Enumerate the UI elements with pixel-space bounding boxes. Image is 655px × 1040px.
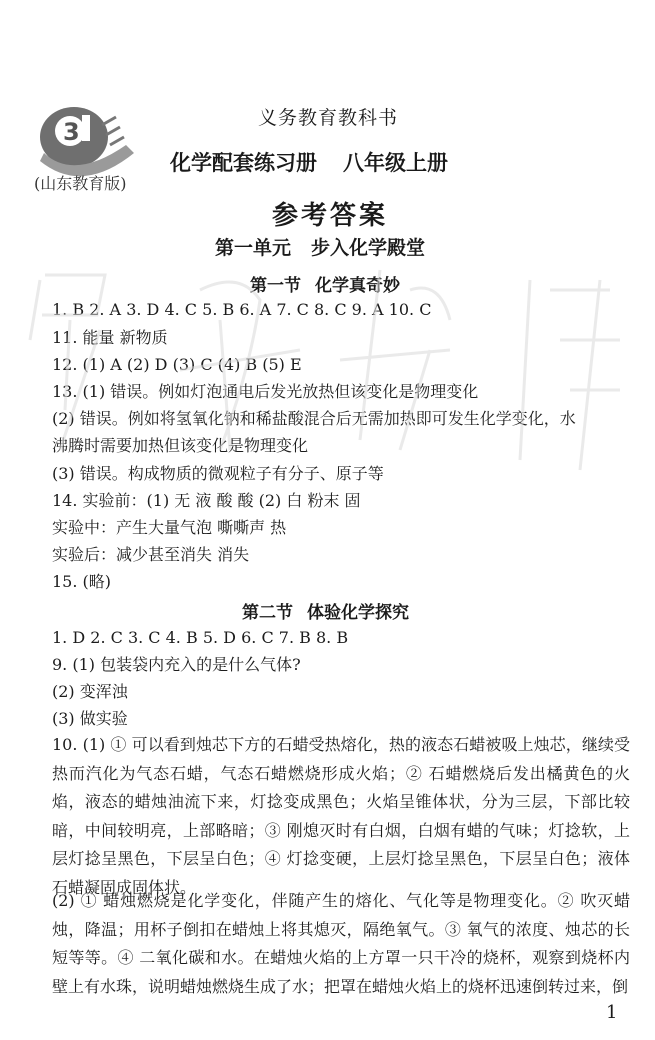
unit-heading <box>215 233 425 260</box>
book-name: 化学配套练习册 <box>170 150 317 175</box>
grade-label: 八年级上册 <box>343 150 448 175</box>
answer-line: 13. (1) 错误。例如灯泡通电后发光放热但该变化是物理变化 <box>52 382 479 401</box>
answer-line: 1. D 2. C 3. C 4. B 5. D 6. C 7. B 8. B <box>52 628 349 647</box>
answer-line: (2) 错误。例如将氢氧化钠和稀盐酸混合后无需加热即可发生化学变化，水 <box>52 409 576 428</box>
answer-paragraph: (2) ① 蜡烛燃烧是化学变化，伴随产生的熔化、气化等是物理变化。② 吹灭蜡烛，降温；用杯子倒扣在蜡烛上将其熄灭，隔绝氧气。③ 氧气的浓度、烛芯的长短等等。④ 二氧化碳和水。在蜡烛火焰的上方罩一只干冷的烧杯，观察到烧杯内壁上有水珠，说明蜡烛燃烧生成了水；把罩在蜡烛火焰上的烧杯迅速倒转过来，倒 <box>52 891 630 996</box>
section-1-label: 第一节 <box>250 276 301 296</box>
answer-line: 14. 实验前：(1) 无 液 酸 酸 (2) 白 粉末 固 <box>52 491 361 510</box>
answer-paragraph: 10. (1) ① 可以看到烛芯下方的石蜡受热熔化，热的液态石蜡被吸上烛芯，继续受热而汽化为气态石蜡，气态石蜡燃烧形成火焰；② 石蜡燃烧后发出橘黄色的火焰，液态的蜡烛油流下来，灯捻变成黑色；火焰呈锥体状，分为三层，下部比较暗，中间较明亮，上部略暗；③ 刚熄灭时有白烟，白烟有蜡的气味；灯捻软，上层灯捻呈黑色，下层呈白色；④ 灯捻变硬，上层灯捻呈黑色，下层呈白色；液体石蜡凝固成固体状。 <box>52 735 630 897</box>
answer-line: (2) 变浑浊 <box>52 682 128 701</box>
series-title: 义务教育教科书 <box>258 107 399 129</box>
answer-line: (3) 错误。构成物质的微观粒子有分子、原子等 <box>52 464 384 483</box>
section-1-heading <box>250 271 400 296</box>
section-2-title: 体验化学探究 <box>307 603 409 623</box>
page-number: 1 <box>606 1002 618 1023</box>
answer-line: 12. (1) A (2) D (3) C (4) B (5) E <box>52 355 302 374</box>
answer-line: 15. (略) <box>52 572 112 591</box>
logo-caption: (山东教育版) <box>34 174 127 193</box>
section-1-title: 化学真奇妙 <box>315 276 400 296</box>
document-title: 参考答案 <box>272 201 389 231</box>
book-title <box>170 147 448 177</box>
answer-line: 9. (1) 包装袋内充入的是什么气体? <box>52 655 301 674</box>
section-2-label: 第二节 <box>242 603 293 623</box>
section-2-heading <box>242 598 409 623</box>
unit-title: 步入化学殿堂 <box>311 237 426 259</box>
answer-line: (3) 做实验 <box>52 709 128 728</box>
answer-line: 实验中：产生大量气泡 嘶嘶声 热 <box>52 518 287 537</box>
answer-line: 1. B 2. A 3. D 4. C 5. B 6. A 7. C 8. C 9. A 10. C <box>52 300 432 319</box>
unit-label: 第一单元 <box>215 237 292 259</box>
answer-line: 实验后：减少甚至消失 消失 <box>52 545 250 564</box>
svg-text:3: 3 <box>63 118 80 146</box>
answer-line: 11. 能量 新物质 <box>52 328 168 347</box>
answer-line: 沸腾时需要加热但该变化是物理变化 <box>52 436 309 455</box>
